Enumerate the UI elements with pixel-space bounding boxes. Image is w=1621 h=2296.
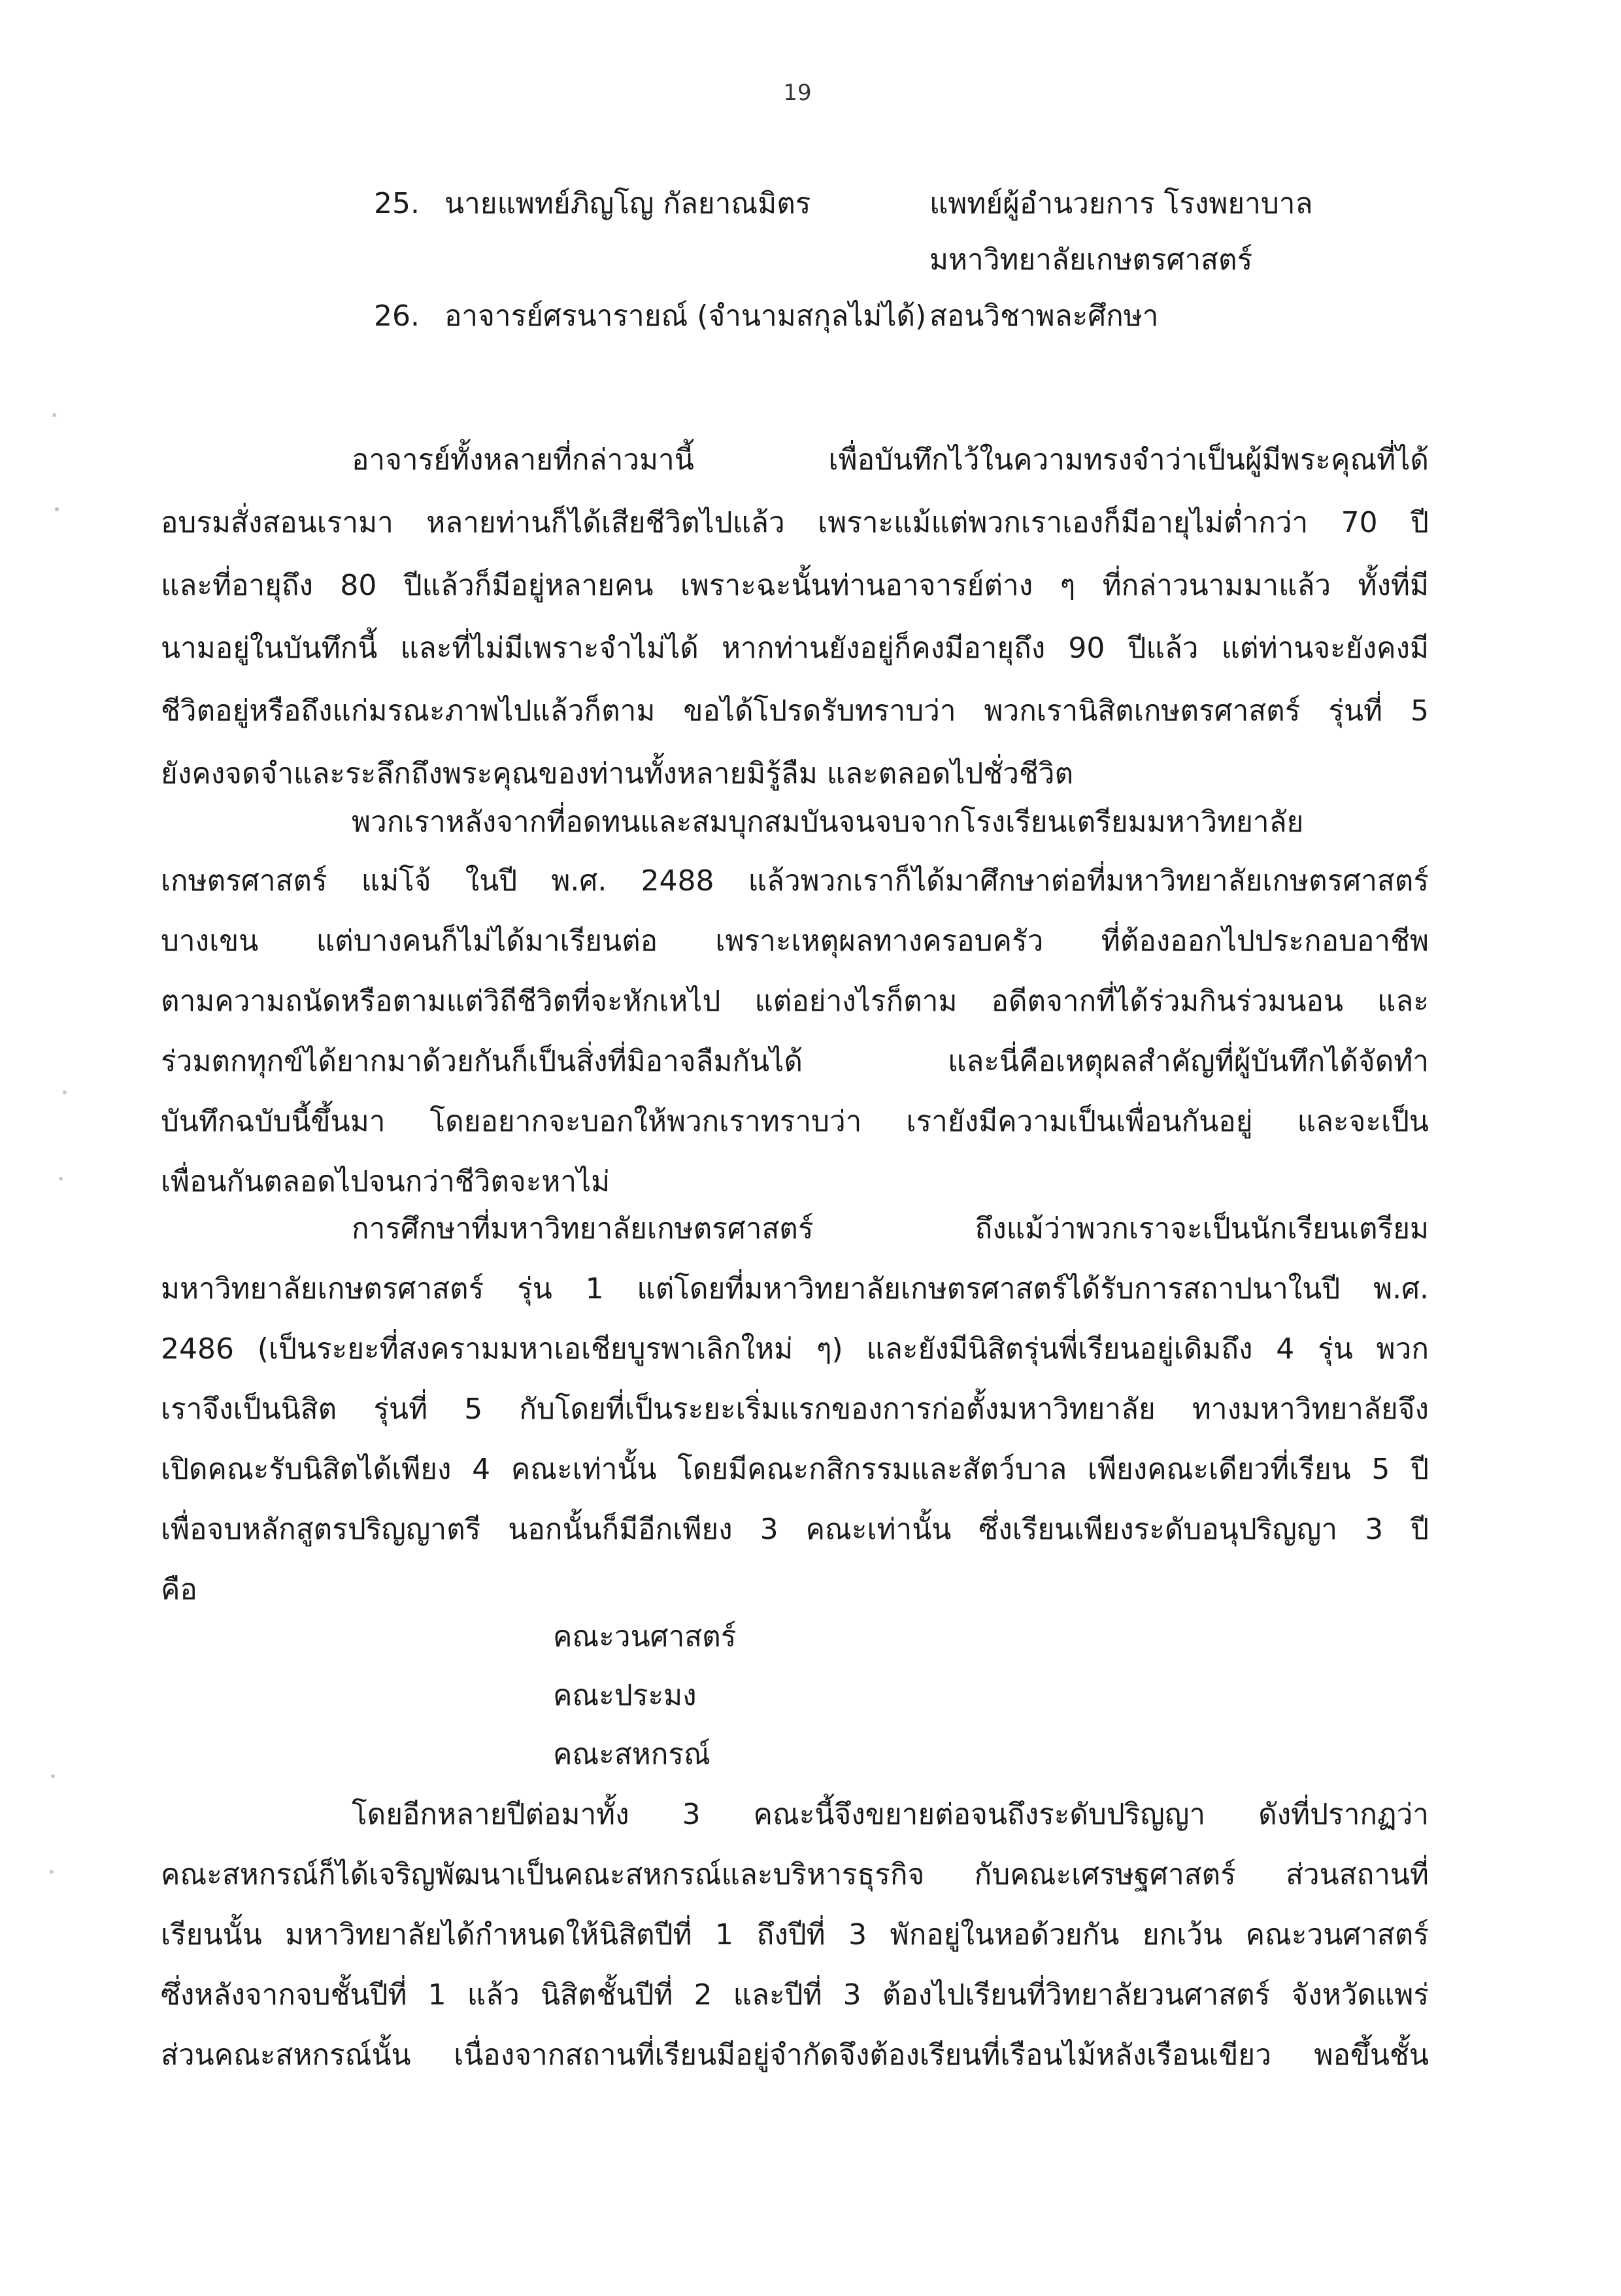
paragraph-line: อาจารย์ทั้งหลายที่กล่าวมานี้ เพื่อบันทึกไว้ในความทรงจำว่าเป็นผู้มีพระคุณที่ได้ [352,443,1429,477]
scan-speck [50,1870,54,1874]
paragraph-line: เราจึงเป็นนิสิต รุ่นที่ 5 กับโดยที่เป็นระยะเริ่มแรกของการก่อตั้งมหาวิทยาลัย ทางมหาวิทยาลัยจึง [161,1393,1429,1426]
paragraph-line: ส่วนคณะสหกรณ์นั้น เนื่องจากสถานที่เรียนมีอยู่จำกัดจึงต้องเรียนที่เรือนไม้หลังเรือนเขียว พอขึ้นชั้น [161,2038,1429,2072]
list-item-number: 25. [374,187,420,220]
scan-speck [63,1090,67,1094]
paragraph-line: นามอยู่ในบันทึกนี้ และที่ไม่มีเพราะจำไม่ได้ หากท่านยังอยู่ก็คงมีอายุถึง 90 ปีแล้ว แต่ท่านจะยังคงมี [161,632,1429,665]
scan-speck [59,1177,63,1181]
list-item-role: สอนวิชาพละศึกษา [929,299,1159,333]
paragraph-line: เกษตรศาสตร์ แม่โจ้ ในปี พ.ศ. 2488 แล้วพวกเราก็ได้มาศึกษาต่อที่มหาวิทยาลัยเกษตรศาสตร์ [161,864,1429,898]
list-item-number: 26. [374,299,420,333]
paragraph-line: เพื่อนกันตลอดไปจนกว่าชีวิตจะหาไม่ [161,1165,610,1198]
paragraph-line: 2486 (เป็นระยะที่สงครามมหาเอเชียบูรพาเลิกใหม่ ๆ) และยังมีนิสิตรุ่นพี่เรียนอยู่เดิมถึง 4 รุ่น พวก [161,1332,1429,1366]
list-item-role-continued: มหาวิทยาลัยเกษตรศาสตร์ [929,243,1253,277]
list-item-name: นายแพทย์ภิญโญ กัลยาณมิตร [444,187,811,220]
paragraph-line: และที่อายุถึง 80 ปีแล้วก็มีอยู่หลายคน เพราะฉะนั้นท่านอาจารย์ต่าง ๆ ที่กล่าวนามมาแล้ว ทั้งที่มี [161,569,1429,602]
paragraph-line: ยังคงจดจำและระลึกถึงพระคุณของท่านทั้งหลายมิรู้ลืม และตลอดไปชั่วชีวิต [161,757,1074,790]
scan-speck [51,1774,55,1778]
paragraph-line: พวกเราหลังจากที่อดทนและสมบุกสมบันจนจบจากโรงเรียนเตรียมมหาวิทยาลัย [352,805,1304,839]
list-item-role: แพทย์ผู้อำนวยการ โรงพยาบาล [929,187,1313,220]
paragraph-line: คือ [161,1573,197,1606]
list-item-26 [0,299,1621,341]
page-number: 19 [783,80,812,106]
paragraph-line: มหาวิทยาลัยเกษตรศาสตร์ รุ่น 1 แต่โดยที่มหาวิทยาลัยเกษตรศาสตร์ได้รับการสถาปนาในปี พ.ศ. [161,1272,1429,1306]
scan-speck [52,413,56,417]
paragraph-line: โดยอีกหลายปีต่อมาทั้ง 3 คณะนี้จึงขยายต่อจนถึงระดับปริญญา ดังที่ปรากฏว่า [352,1798,1429,1831]
faculty-item: คณะประมง [553,1679,697,1712]
list-item-25-role-cont [0,243,1621,285]
paragraph-line: อบรมสั่งสอนเรามา หลายท่านก็ได้เสียชีวิตไปแล้ว เพราะแม้แต่พวกเราเองก็มีอายุไม่ต่ำกว่า 70 ปี [161,506,1429,539]
paragraph-line: การศึกษาที่มหาวิทยาลัยเกษตรศาสตร์ ถึงแม้ว่าพวกเราจะเป็นนักเรียนเตรียม [352,1212,1429,1245]
paragraph-line: เปิดคณะรับนิสิตได้เพียง 4 คณะเท่านั้น โดยมีคณะกสิกรรมและสัตว์บาล เพียงคณะเดียวที่เรียน 5 ปี [161,1453,1429,1486]
faculty-item: คณะสหกรณ์ [553,1738,710,1771]
paragraph-line: ชีวิตอยู่หรือถึงแก่มรณะภาพไปแล้วก็ตาม ขอได้โปรดรับทราบว่า พวกเรานิสิตเกษตรศาสตร์ รุ่นที่ 5 [161,694,1429,728]
paragraph-line: เรียนนั้น มหาวิทยาลัยได้กำหนดให้นิสิตปีที่ 1 ถึงปีที่ 3 พักอยู่ในหอด้วยกัน ยกเว้น คณะวนศาสตร์ [161,1918,1429,1951]
faculty-item: คณะวนศาสตร์ [553,1620,737,1653]
paragraph-line: เพื่อจบหลักสูตรปริญญาตรี นอกนั้นก็มีอีกเพียง 3 คณะเท่านั้น ซึ่งเรียนเพียงระดับอนุปริญญา 3 ปี [161,1513,1429,1546]
paragraph-line: ซึ่งหลังจากจบชั้นปีที่ 1 แล้ว นิสิตชั้นปีที่ 2 และปีที่ 3 ต้องไปเรียนที่วิทยาลัยวนศาสตร์ จังหวัดแพร่ [161,1978,1429,2012]
paragraph-line: ตามความถนัดหรือตามแต่วิถีชีวิตที่จะหักเหไป แต่อย่างไรก็ตาม อดีตจากที่ได้ร่วมกินร่วมนอน และ [161,985,1429,1018]
paragraph-line: ร่วมตกทุกข์ได้ยากมาด้วยกันก็เป็นสิ่งที่มิอาจลืมกันได้ และนี่คือเหตุผลสำคัญที่ผู้บันทึกได้จัดทำ [161,1045,1429,1078]
list-item-name: อาจารย์ศรนารายณ์ (จำนามสกุลไม่ได้) [444,299,927,333]
paragraph-line: คณะสหกรณ์ก็ได้เจริญพัฒนาเป็นคณะสหกรณ์และบริหารธุรกิจ กับคณะเศรษฐศาสตร์ ส่วนสถานที่ [161,1858,1429,1891]
list-item-25 [0,187,1621,229]
paragraph-line: บันทึกฉบับนี้ขึ้นมา โดยอยากจะบอกให้พวกเราทราบว่า เรายังมีความเป็นเพื่อนกันอยู่ และจะเป็น [161,1105,1429,1138]
scan-speck [55,507,59,511]
paragraph-line: บางเขน แต่บางคนก็ไม่ได้มาเรียนต่อ เพราะเหตุผลทางครอบครัว ที่ต้องออกไปประกอบอาชีพ [161,924,1429,958]
